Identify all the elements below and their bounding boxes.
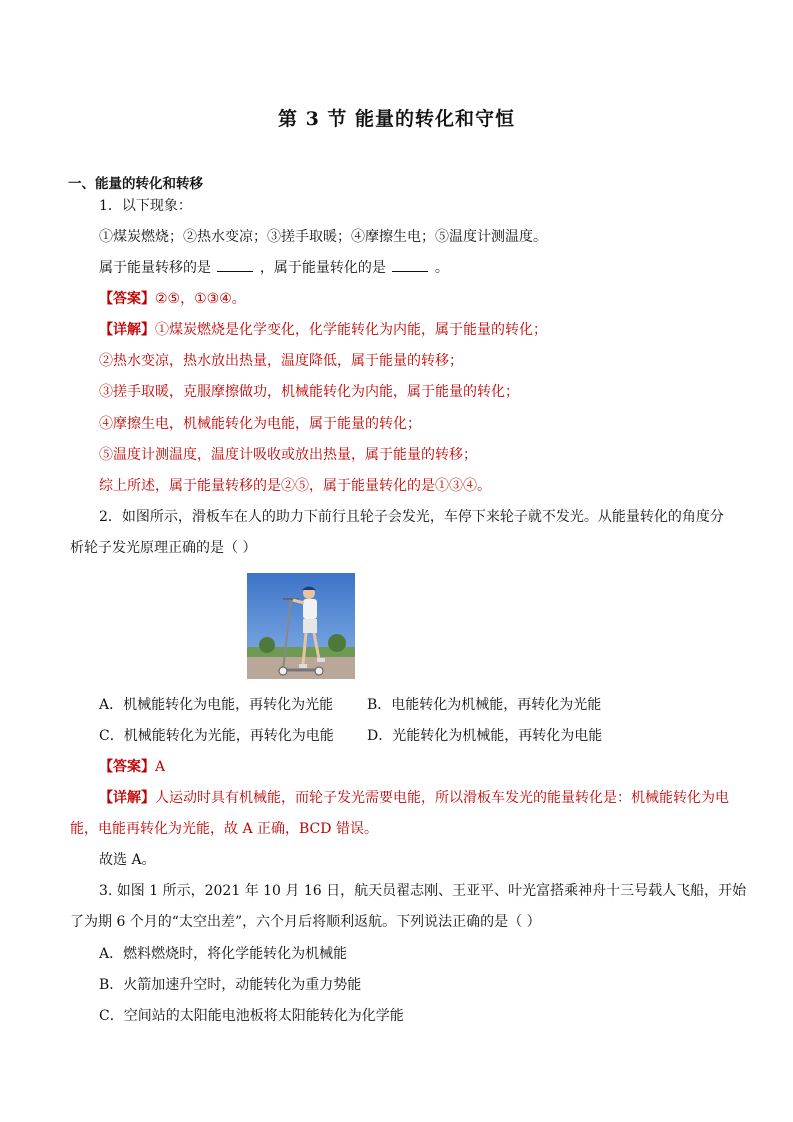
q1-prompt-b: ，属于能量转化的是 [259, 260, 386, 276]
section-heading: 一、能量的转化和转移 [68, 176, 203, 192]
q1-detail-line: ②热水变凉，热水放出热量，温度降低，属于能量的转移； [99, 353, 463, 369]
q2-option-b: B．电能转化为机械能，再转化为光能 [367, 697, 602, 713]
q3-option-a: A．燃料燃烧时，将化学能转化为机械能 [99, 946, 348, 962]
answer-blank [217, 259, 253, 272]
detail-tag: 【详解】 [99, 790, 155, 806]
answer-text: A [155, 759, 166, 775]
scooter-photo [247, 573, 355, 679]
q2-option-c: C．机械能转化为光能，再转化为电能 [99, 728, 334, 744]
q2-conclusion: 故选 A。 [99, 852, 156, 868]
q3-stem: 3. 如图 1 所示，2021 年 10 月 16 日，航天员翟志刚、王亚平、叶光富搭乘神舟十三号载人飞船，开始 [99, 883, 747, 899]
q3-option-c: C．空间站的太阳能电池板将太阳能转化为化学能 [99, 1008, 404, 1024]
answer-tag: 【答案】 [99, 759, 155, 775]
detail-tag: 【详解】 [99, 322, 155, 338]
q3-option-b: B．火箭加速升空时，动能转化为重力势能 [99, 977, 362, 993]
q1-detail-line [99, 321, 547, 339]
q2-option-a: A．机械能转化为电能，再转化为光能 [99, 697, 334, 713]
q1-items: ①煤炭燃烧；②热水变凉；③搓手取暖；④摩擦生电；⑤温度计测温度。 [99, 229, 547, 245]
answer-tag: 【答案】 [99, 291, 155, 307]
q1-detail-line: ④摩擦生电，机械能转化为电能，属于能量的转化； [99, 416, 421, 432]
q2-stem: 析轮子发光原理正确的是（ ） [70, 540, 257, 556]
q1-prompt-c: 。 [434, 260, 449, 276]
q1-stem: 1．以下现象： [99, 198, 192, 214]
q1-detail-line: 综上所述，属于能量转移的是②⑤，属于能量转化的是①③④。 [99, 478, 491, 494]
q2-option-d: D．光能转化为机械能，再转化为电能 [367, 728, 603, 744]
q1-answer [99, 290, 246, 308]
q1-prompt-a: 属于能量转移的是 [99, 260, 211, 276]
q2-detail-line [99, 789, 729, 807]
detail-text: ①煤炭燃烧是化学变化，化学能转化为内能，属于能量的转化； [155, 322, 547, 338]
answer-blank [392, 259, 428, 272]
detail-text: 人运动时具有机械能，而轮子发光需要电能，所以滑板车发光的能量转化是：机械能转化为电 [155, 790, 729, 806]
page-title: 第 3 节 能量的转化和守恒 [277, 108, 516, 130]
q1-detail-line: ③搓手取暖，克服摩擦做功，机械能转化为内能，属于能量的转化； [99, 384, 519, 400]
q2-stem: 2．如图所示，滑板车在人的助力下前行且轮子会发光，车停下来轮子就不发光。从能量转化的角度分 [99, 509, 724, 525]
answer-text: ②⑤，①③④。 [155, 291, 246, 307]
q1-prompt [99, 259, 449, 277]
q2-detail-line: 能，电能再转化为光能，故 A 正确，BCD 错误。 [70, 821, 378, 837]
q3-stem: 了为期 6 个月的“太空出差”，六个月后将顺利返航。下列说法正确的是（ ） [70, 914, 541, 930]
q2-answer [99, 758, 165, 776]
q1-detail-line: ⑤温度计测温度，温度计吸收或放出热量，属于能量的转移； [99, 447, 477, 463]
